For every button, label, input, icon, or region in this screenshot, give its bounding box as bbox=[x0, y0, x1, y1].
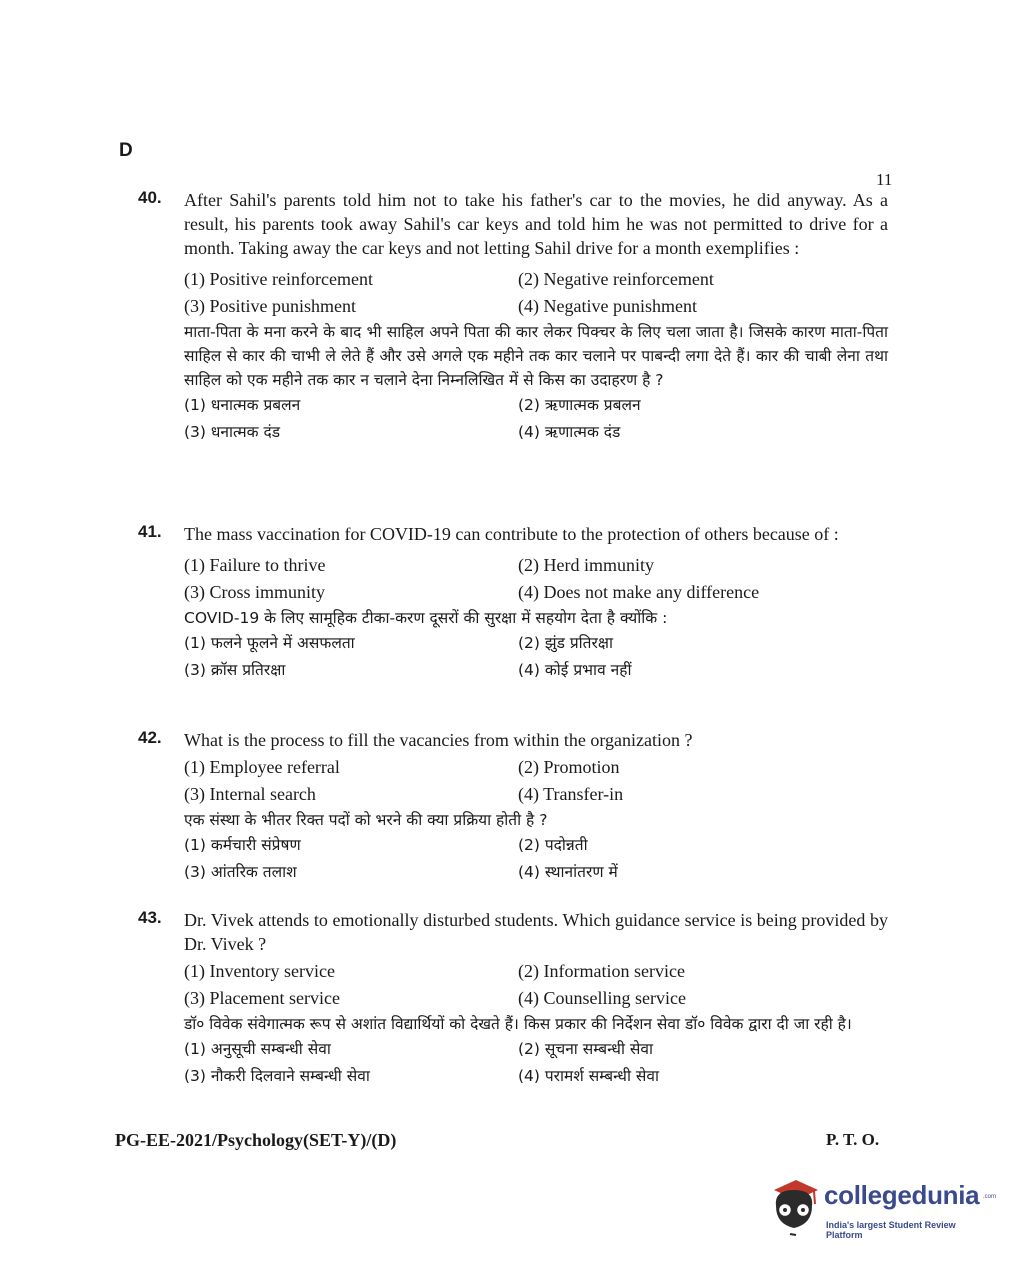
question-text-hindi: डॉ० विवेक संवेगात्मक रूप से अशांत विद्यार्थियों को देखते हैं। किस प्रकार की निर्देशन सेवा डॉ० विवेक द्वारा दी जा रही है। bbox=[184, 1015, 852, 1033]
option-4-hindi: (4) स्थानांतरण में bbox=[518, 863, 618, 881]
options-grid bbox=[184, 754, 888, 808]
option-1-hindi: (1) धनात्मक प्रबलन bbox=[184, 396, 301, 414]
option-3: (3) Cross immunity bbox=[184, 582, 326, 602]
brand-tagline: India's largest Student Review Platform bbox=[826, 1220, 956, 1240]
question-text: The mass vaccination for COVID-19 can contribute to the protection of others because of : bbox=[184, 524, 839, 544]
option-1-hindi: (1) अनुसूची सम्बन्धी सेवा bbox=[184, 1040, 331, 1058]
option-2-hindi: (2) सूचना सम्बन्धी सेवा bbox=[518, 1040, 653, 1058]
options-grid bbox=[184, 552, 888, 606]
options-grid-hindi bbox=[184, 392, 888, 446]
options-grid-hindi bbox=[184, 1036, 888, 1090]
option-4: (4) Does not make any difference bbox=[518, 582, 760, 602]
page-number: 11 bbox=[876, 170, 893, 189]
option-4-hindi: (4) परामर्श सम्बन्धी सेवा bbox=[518, 1067, 660, 1085]
option-2: (2) Herd immunity bbox=[518, 555, 654, 575]
question-text-hindi: माता-पिता के मना करने के बाद भी साहिल अपने पिता की कार लेकर पिक्चर के लिए चला जाता है। जिसके कारण माता-पिता साहिल से कार की चाभी ले लेते हैं और उसे अगले एक महीने तक कार चलाने पर पाबन्दी लगा देते हैं। कार की चाबी लेना तथा साहिल को एक महीने तक कार न चलाने देना निम्नलिखित में से किस का उदाहरण है ? bbox=[184, 323, 888, 389]
question-text-hindi: COVID-19 के लिए सामूहिक टीका-करण दूसरों की सुरक्षा में सहयोग देता है क्योंकि : bbox=[184, 609, 668, 627]
option-2-hindi: (2) पदोन्नती bbox=[518, 836, 588, 854]
options-grid bbox=[184, 266, 888, 320]
option-2: (2) Information service bbox=[518, 961, 685, 981]
option-3: (3) Positive punishment bbox=[184, 296, 356, 316]
option-1-hindi: (1) कर्मचारी संप्रेषण bbox=[184, 836, 301, 854]
option-4: (4) Counselling service bbox=[518, 988, 686, 1008]
option-2-hindi: (2) झुंड प्रतिरक्षा bbox=[518, 634, 613, 652]
option-4-hindi: (4) कोई प्रभाव नहीं bbox=[518, 661, 632, 679]
option-3-hindi: (3) धनात्मक दंड bbox=[184, 423, 281, 441]
question-43 bbox=[138, 908, 888, 1090]
option-4: (4) Transfer-in bbox=[518, 784, 624, 804]
pto-label: P. T. O. bbox=[826, 1130, 880, 1149]
question-text: Dr. Vivek attends to emotionally disturbed students. Which guidance service is being provided by Dr. Vivek ? bbox=[184, 910, 888, 954]
option-1: (1) Employee referral bbox=[184, 757, 340, 777]
options-grid bbox=[184, 958, 888, 1012]
collegedunia-watermark bbox=[766, 1176, 997, 1244]
option-3-hindi: (3) क्रॉस प्रतिरक्षा bbox=[184, 661, 286, 679]
brand-dotcom: .com bbox=[983, 1194, 997, 1200]
option-1: (1) Positive reinforcement bbox=[184, 269, 373, 289]
option-2: (2) Promotion bbox=[518, 757, 620, 777]
question-number: 42. bbox=[138, 728, 162, 747]
question-text-hindi: एक संस्था के भीतर रिक्त पदों को भरने की क्या प्रक्रिया होती है ? bbox=[184, 811, 548, 829]
question-text: What is the process to fill the vacancies from within the organization ? bbox=[184, 730, 693, 750]
option-3: (3) Placement service bbox=[184, 988, 340, 1008]
option-3-hindi: (3) आंतरिक तलाश bbox=[184, 863, 297, 881]
question-41 bbox=[138, 522, 888, 684]
question-text: After Sahil's parents told him not to take his father's car to the movies, he did anyway. As a result, his parents took away Sahil's car keys and told him he was not permitted to drive for a month. Taking away the car keys and not letting Sahil drive for a month exemplifies : bbox=[184, 190, 888, 258]
option-1: (1) Failure to thrive bbox=[184, 555, 326, 575]
question-40 bbox=[138, 188, 888, 446]
option-3-hindi: (3) नौकरी दिलवाने सम्बन्धी सेवा bbox=[184, 1067, 370, 1085]
option-2-hindi: (2) ऋणात्मक प्रबलन bbox=[518, 396, 641, 414]
options-grid-hindi bbox=[184, 630, 888, 684]
question-number: 41. bbox=[138, 522, 162, 541]
paper-code: PG-EE-2021/Psychology(SET-Y)/(D) bbox=[115, 1130, 397, 1150]
brand-name: collegedunia bbox=[824, 1180, 980, 1210]
mascot-logo-icon bbox=[766, 1176, 822, 1242]
option-4-hindi: (4) ऋणात्मक दंड bbox=[518, 423, 621, 441]
question-number: 43. bbox=[138, 908, 162, 927]
option-1-hindi: (1) फलने फूलने में असफलता bbox=[184, 634, 355, 652]
question-42 bbox=[138, 728, 888, 886]
option-1: (1) Inventory service bbox=[184, 961, 335, 981]
option-3: (3) Internal search bbox=[184, 784, 316, 804]
question-number: 40. bbox=[138, 188, 162, 207]
options-grid-hindi bbox=[184, 832, 888, 886]
option-4: (4) Negative punishment bbox=[518, 296, 697, 316]
option-2: (2) Negative reinforcement bbox=[518, 269, 714, 289]
set-letter: D bbox=[119, 140, 133, 161]
